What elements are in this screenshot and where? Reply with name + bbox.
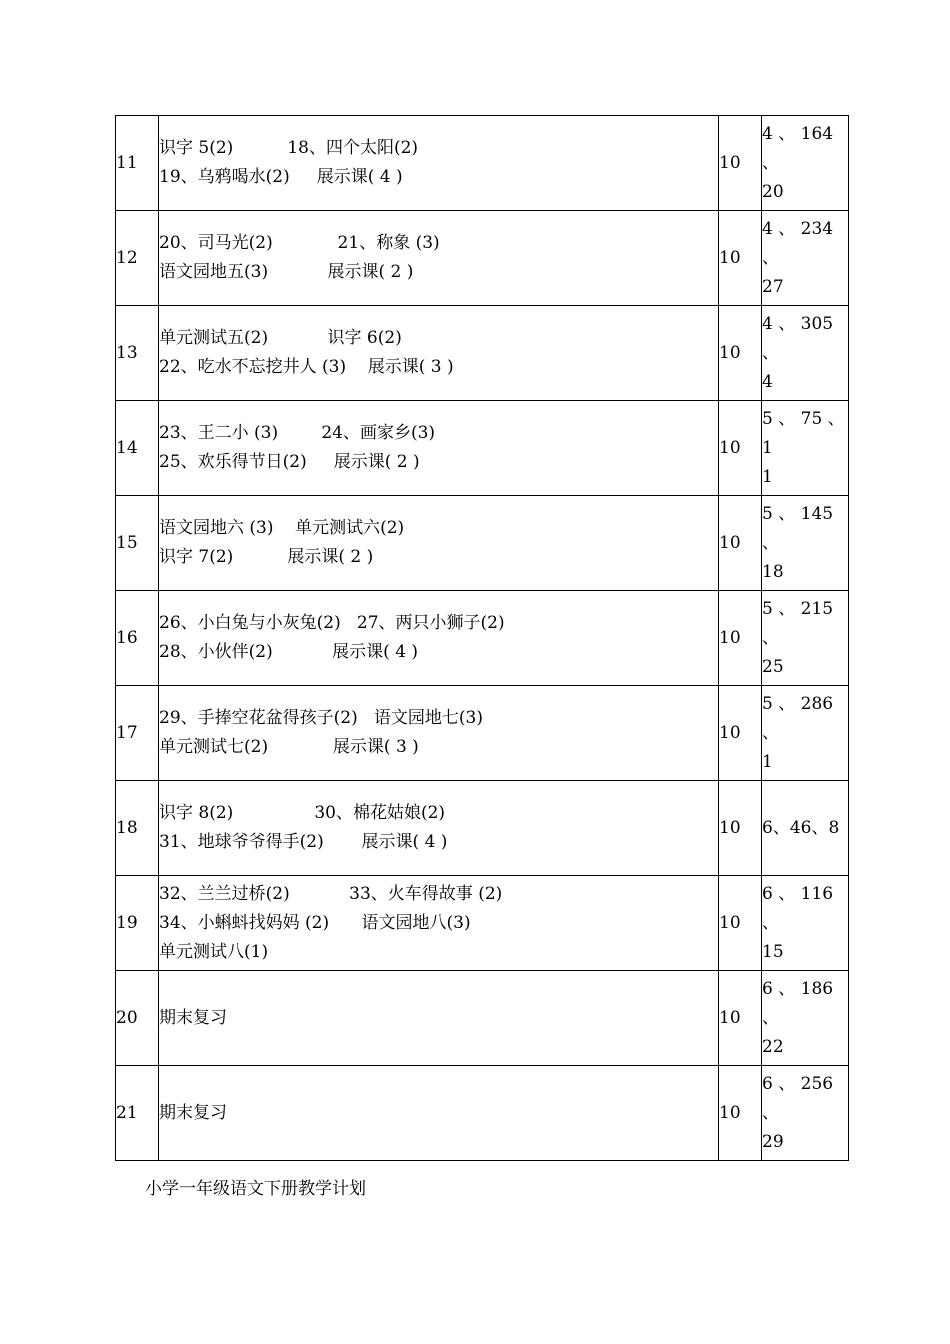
table-row bbox=[116, 686, 849, 781]
lesson-content-cell bbox=[159, 876, 719, 971]
date-range-cell: 6 、 116 、 15 bbox=[762, 876, 849, 971]
class-hours-cell: 10 bbox=[719, 686, 762, 781]
class-hours-cell: 10 bbox=[719, 116, 762, 211]
lesson-line: 期末复习 bbox=[159, 1102, 227, 1123]
class-hours-cell: 10 bbox=[719, 876, 762, 971]
table-row bbox=[116, 306, 849, 401]
table-row bbox=[116, 401, 849, 496]
lesson-line: 单元测试七(2) 展示课( 3 ) bbox=[159, 737, 419, 757]
lesson-line: 语文园地六 (3) 单元测试六(2) bbox=[159, 518, 405, 538]
week-number-cell: 14 bbox=[116, 401, 159, 496]
document-title-footer: 小学一年级语文下册教学计划 bbox=[145, 1179, 366, 1199]
date-range-cell: 4 、 305 、 4 bbox=[762, 306, 849, 401]
lesson-line: 34、小蝌蚪找妈妈 (2) 语文园地八(3) bbox=[159, 912, 471, 933]
lesson-line: 期末复习 bbox=[159, 1007, 227, 1028]
lesson-line: 28、小伙伴(2) 展示课( 4 ) bbox=[159, 642, 419, 662]
lesson-line: 单元测试八(1) bbox=[159, 941, 269, 962]
lesson-content-cell bbox=[159, 496, 719, 591]
table-row bbox=[116, 211, 849, 306]
table-body bbox=[116, 116, 849, 1161]
week-number-cell: 16 bbox=[116, 591, 159, 686]
table-row bbox=[116, 496, 849, 591]
date-range-cell: 4 、 164 、 20 bbox=[762, 116, 849, 211]
lesson-line: 31、地球爷爷得手(2) 展示课( 4 ) bbox=[159, 832, 448, 852]
table-row bbox=[116, 116, 849, 211]
table-row bbox=[116, 781, 849, 876]
class-hours-cell: 10 bbox=[719, 496, 762, 591]
lesson-line: 32、兰兰过桥(2) 33、火车得故事 (2) bbox=[159, 883, 503, 904]
lesson-line: 20、司马光(2) 21、称象 (3) bbox=[159, 233, 440, 253]
lesson-line: 19、乌鸦喝水(2) 展示课( 4 ) bbox=[159, 167, 403, 187]
lesson-content-cell bbox=[159, 401, 719, 496]
week-number-cell: 13 bbox=[116, 306, 159, 401]
lesson-content-cell bbox=[159, 306, 719, 401]
week-number-cell: 19 bbox=[116, 876, 159, 971]
week-number-cell: 21 bbox=[116, 1066, 159, 1161]
lesson-content-cell bbox=[159, 116, 719, 211]
class-hours-cell: 10 bbox=[719, 781, 762, 876]
date-range-cell: 6 、 256 、 29 bbox=[762, 1066, 849, 1161]
date-range-cell: 5 、 75 、 1 1 bbox=[762, 401, 849, 496]
lesson-line: 识字 7(2) 展示课( 2 ) bbox=[159, 547, 374, 567]
lesson-line: 25、欢乐得节日(2) 展示课( 2 ) bbox=[159, 452, 420, 472]
week-number-cell: 15 bbox=[116, 496, 159, 591]
table-row bbox=[116, 591, 849, 686]
date-range-cell: 6 、 186 、 22 bbox=[762, 971, 849, 1066]
lesson-line: 语文园地五(3) 展示课( 2 ) bbox=[159, 262, 414, 282]
lesson-content-cell bbox=[159, 686, 719, 781]
class-hours-cell: 10 bbox=[719, 401, 762, 496]
lesson-content-cell bbox=[159, 781, 719, 876]
lesson-line: 29、手捧空花盆得孩子(2) 语文园地七(3) bbox=[159, 708, 484, 728]
lesson-line: 22、吃水不忘挖井人 (3) 展示课( 3 ) bbox=[159, 357, 454, 377]
teaching-schedule-table bbox=[115, 115, 849, 1161]
lesson-content-cell bbox=[159, 211, 719, 306]
class-hours-cell: 10 bbox=[719, 1066, 762, 1161]
date-range-cell: 5 、 286 、 1 bbox=[762, 686, 849, 781]
date-range-cell: 6、46、8 bbox=[762, 781, 849, 876]
lesson-line: 识字 5(2) 18、四个太阳(2) bbox=[159, 138, 419, 158]
week-number-cell: 11 bbox=[116, 116, 159, 211]
class-hours-cell: 10 bbox=[719, 306, 762, 401]
class-hours-cell: 10 bbox=[719, 971, 762, 1066]
table-row bbox=[116, 971, 849, 1066]
date-range-cell: 5 、 215 、 25 bbox=[762, 591, 849, 686]
week-number-cell: 18 bbox=[116, 781, 159, 876]
week-number-cell: 17 bbox=[116, 686, 159, 781]
lesson-line: 单元测试五(2) 识字 6(2) bbox=[159, 328, 402, 348]
lesson-content-cell bbox=[159, 1066, 719, 1161]
lesson-line: 识字 8(2) 30、棉花姑娘(2) bbox=[159, 803, 446, 823]
lesson-line: 23、王二小 (3) 24、画家乡(3) bbox=[159, 423, 436, 443]
week-number-cell: 12 bbox=[116, 211, 159, 306]
lesson-content-cell bbox=[159, 971, 719, 1066]
class-hours-cell: 10 bbox=[719, 591, 762, 686]
lesson-line: 26、小白兔与小灰兔(2) 27、两只小狮子(2) bbox=[159, 613, 505, 633]
lesson-content-cell bbox=[159, 591, 719, 686]
date-range-cell: 4 、 234 、 27 bbox=[762, 211, 849, 306]
date-range-cell: 5 、 145 、 18 bbox=[762, 496, 849, 591]
table-row bbox=[116, 876, 849, 971]
week-number-cell: 20 bbox=[116, 971, 159, 1066]
table-row bbox=[116, 1066, 849, 1161]
class-hours-cell: 10 bbox=[719, 211, 762, 306]
